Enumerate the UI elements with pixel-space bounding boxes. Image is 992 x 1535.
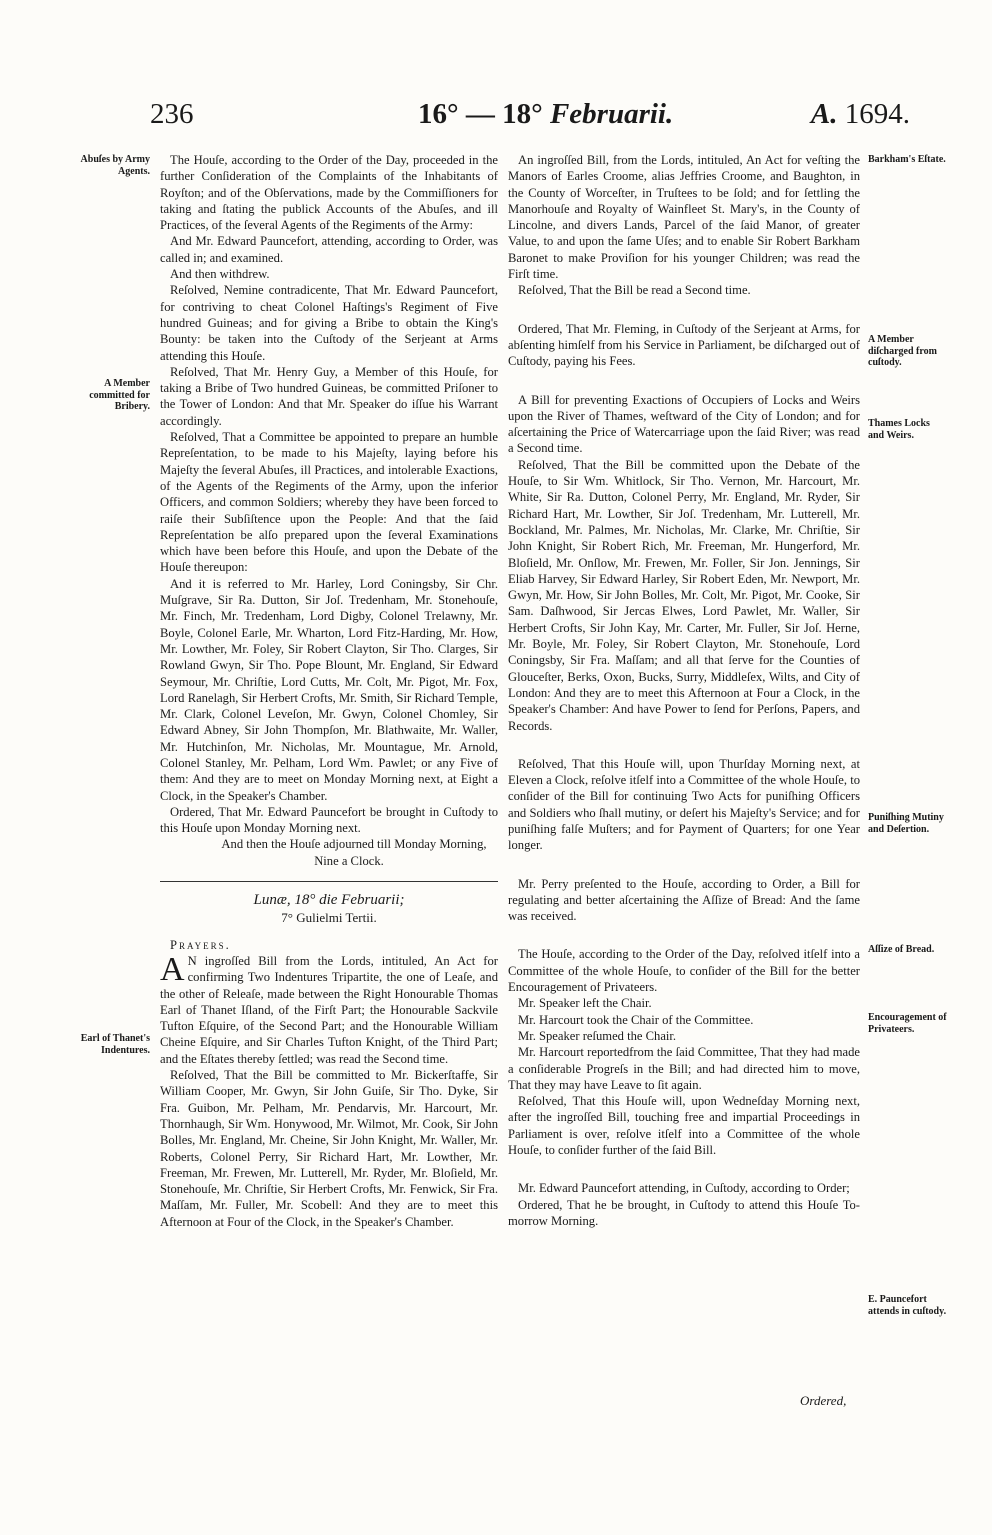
prayers-heading: Prayers. — [170, 937, 231, 952]
paragraph: Reſolved, That a Committee be appointed to prepare an humble Repreſentation, to be made to his Majeſty, laying before his Majeſty the ſeveral Abuſes, ill Practices, and intolerable Exactions, of the Agents of the Regiments of the Army, upon the inferior Officers, and common Soldiers; whereby they have been forced to raiſe their Subſiſtence upon the People: And that the ſaid Repreſentation be alſo prepared upon the ſeveral Examinations which have been before this Houſe, and upon the Debate of the Houſe thereupon: — [160, 430, 498, 575]
margin-note-pauncefort: E. Pauncefort attends in cuſtody. — [868, 1294, 947, 1317]
paragraph: Reſolved, That the Bill be committed to Mr. Bickerſtaffe, Sir William Cooper, Mr. Gwyn, Sir John Guiſe, Sir Tho. Dyke, Sir Fra. Guibon, Mr. Pelham, Mr. Pendarvis, Mr. Harcourt, Mr. Thornhaugh, Sir Wm. Honywood, Mr. Wilmot, Mr. Cook, Sir John Bolles, Mr. England, Mr. Cheine, Sir John Knight, Mr. Waller, Mr. Roberts, Colonel Perry, Sir Richard Hart, Mr. Lowther, Mr. Freeman, Mr. Frewen, Mr. Lutterell, Mr. Ryder, Mr. Bloſield, Mr. Stonehouſe, Mr. Chriſtie, Sir Herbert Crofts, Mr. Fenwick, Sir Fra. Maſſam, Mr. Fuller, Mr. Scobell: And they are to meet this Afternoon at Four of the Clock, in the Speaker's Chamber. — [160, 1068, 498, 1229]
margin-note-privateers: Encouragement of Privateers. — [868, 1012, 947, 1035]
margin-note-thames: Thames Locks and Weirs. — [868, 418, 930, 441]
paragraph: Reſolved, That this Houſe will, upon Thurſday Morning next, at Eleven a Clock, reſolve itſelf into a Committee of the whole Houſe, to conſider of the Bill for continuing Two Acts for puniſhing Officers and Soldiers who ſhall mutiny, or deſert his Majeſty's Service; and for puniſhing falſe Muſters; and for Payment of Quarters; for one Year longer. — [508, 756, 860, 853]
paragraph: Reſolved, Nemine contradicente, That Mr. Edward Pauncefort, for contriving to cheat Colonel Haſtings's Regiment of Five hundred Guineas; and for giving a Bribe to obtain the King's Bounty: be taken into the Cuſtody of the Serjeant at Arms attending this Houſe. — [160, 283, 498, 363]
paragraph: Reſolved, That this Houſe will, upon Wedneſday Morning next, after the ingroſſed Bill, touching free and impartial Proceedings in Parliament is over, reſolve itſelf into a Committee of the whole Houſe, to conſider further of the ſaid Bill. — [508, 1094, 860, 1158]
paragraph: Reſolved, That the Bill be committed upon the Debate of the Houſe, to Sir Wm. Whitlock, Sir Tho. Vernon, Mr. Harcourt, Mr. White, Sir Ra. Dutton, Colonel Perry, Mr. England, Mr. Ryder, Sir Richard Hart, Mr. Lowther, Sir Joſ. Tredenham, Mr. Lutterell, Mr. Bockland, Mr. Palmes, Mr. Nicholas, Mr. Clarke, Mr. Chriſtie, Sir John Knight, Sir Robert Rich, Mr. Freeman, Mr. Hungerford, Mr. Bloſield, Mr. Onſlow, Mr. Frewen, Mr. Foller, Sir Jon. Jennings, Sir Eliab Harvey, Sir Edward Harley, Sir Robert Eden, Mr. Newport, Mr. Gwyn, Mr. How, Sir John Bolles, Mr. Colt, Mr. Pigot, Mr. Cooke, Sir Sam. Daſhwood, Sir Jercas Elwes, Lord Pawlet, Mr. Waller, Sir Herbert Crofts, Sir John Kay, Mr. Carter, Mr. Fuller, Sir Joſ. Herne, Mr. Boyle, Mr. Foley, Sir Robert Clayton, Mr. Stonehouſe, Lord Coningsby, Sir Fra. Maſſam; and all that ſerve for the Counties of Glouceſter, Berks, Oxon, Bucks, Surry, Middleſex, Wilts, and City of London: And they are to meet this Afternoon at Four a Clock, in the Speaker's Chamber: And have Power to ſend for Perſons, Papers, and Records. — [508, 457, 860, 733]
header-date-month: Februarii. — [549, 98, 674, 130]
section-divider — [160, 881, 498, 882]
day-subtitle: 7° Gulielmi Tertii. — [281, 910, 377, 926]
paragraph: The Houſe, according to the Order of the Day, reſolved itſelf into a Committee of the whole Houſe, to conſider of the Bill for the better Encouragement of Privateers. — [508, 947, 860, 995]
paragraph-dropcap — [160, 950, 498, 1067]
paragraph: The Houſe, according to the Order of the Day, proceeded in the further Conſideration of the Complaints of the Inhabitants of Royſton; and of the Obſervations, made by the Commiſſioners for taking and ſtating the publick Accounts of the Abuſes, and ill Practices, of the ſeveral Agents of the Regiments of the Army: — [160, 153, 498, 233]
paragraph: A Bill for preventing Exactions of Occupiers of Locks and Weirs upon the River of Thames, weſtward of the City of London; and for aſcertaining the Price of Watercarriage upon the ſaid River; was read a Second time. — [508, 392, 860, 456]
header-year-value: 1694. — [844, 98, 910, 130]
paragraph: Ordered, That Mr. Edward Pauncefort be brought in Cuſtody to this Houſe upon Monday Morning next. — [160, 804, 498, 836]
paragraph: And it is referred to Mr. Harley, Lord Coningsby, Sir Chr. Muſgrave, Sir Ra. Dutton, Sir Joſ. Tredenham, Mr. Stonehouſe, Mr. Finch, Mr. Tredenham, Lord Digby, Colonel Trelawny, Mr. Boyle, Colonel Earle, Mr. Wharton, Lord Fitz-Harding, Mr. How, Mr. Lowther, Mr. Foley, Sir Robert Clayton, Sir Tho. Clarges, Sir Rowland Gwyn, Sir Tho. Pope Blount, Mr. England, Sir Edward Seymour, Mr. Chriſtie, Lord Cutts, Mr. Colt, Mr. Pigot, Mr. Fox, Lord Ranelagh, Sir Herbert Crofts, Mr. Smith, Sir Richard Temple, Mr. Clark, Colonel Leveſon, Mr. Gwyn, Colonel Chomley, Sir Edward Abney, Sir John Thompſon, Mr. Blathwaite, Mr. Waller, Mr. Hutchinſon, Mr. Nicholas, Mr. Mountague, Mr. Arnold, Colonel Stanley, Mr. Pelham, Lord Wm. Pawlet; or any Five of them: And they are to meet on Monday Morning next, at Eight a Clock, in the Speaker's Chamber. — [160, 576, 498, 803]
margin-note-mutiny: Puniſhing Mutiny and Deſertion. — [868, 812, 944, 835]
paragraph: Ordered, That he be brought, in Cuſtody to attend this Houſe To-morrow Morning. — [508, 1197, 860, 1228]
margin-note-member-bribery: A Member committed for Bribery. — [89, 378, 150, 412]
header-date — [418, 98, 673, 131]
paragraph: Mr. Speaker reſumed the Chair. — [518, 1028, 677, 1043]
paragraph: And then withdrew. — [170, 267, 270, 282]
margin-note-bread: Aſſize of Bread. — [868, 944, 935, 955]
paragraph: Mr. Harcourt took the Chair of the Committee. — [518, 1012, 754, 1027]
margin-note-thanet: Earl of Thanet's Indentures. — [80, 1033, 150, 1056]
paragraph-text: N ingroſſed Bill from the Lords, intituled, An Act for confirming Two Indentures Tripartite, the one of Leaſe, and the other of Releaſe, made between the Right Honourable Thomas Earl of Thanet Iſland, of the Firſt Part; the Honourable Sackvile Tufton Eſquire, of the Second Part; and the Honourable William Cheine Eſquire, and Sir Charles Tufton Knight, of the Third Part; and the Eſtates thereby ſettled; was read the Second time. — [160, 953, 498, 1066]
margin-note-barkham: Barkham's Eſtate. — [868, 154, 946, 165]
catchword: Ordered, — [800, 1393, 847, 1408]
adjournment: And then the Houſe adjourned till Monday Morning, Nine a Clock. — [221, 837, 487, 868]
paragraph: Mr. Edward Pauncefort attending, in Cuſtody, according to Order; — [518, 1181, 850, 1196]
header-year-prefix: A. — [810, 98, 838, 130]
margin-note-abuses: Abuſes by Army Agents. — [80, 154, 150, 177]
paragraph: Mr. Perry preſented to the Houſe, according to Order, a Bill for regulating and better aſcertaining the Aſſize of Bread: And the ſame was received. — [508, 876, 860, 924]
page-header — [150, 98, 910, 142]
header-date-days: 16° — 18° — [418, 98, 543, 130]
drop-cap: A — [160, 950, 185, 988]
paragraph: And Mr. Edward Pauncefort, attending, according to Order, was called in; and examined. — [160, 234, 498, 265]
paragraph: An ingroſſed Bill, from the Lords, intituled, An Act for veſting the Manors of Earles Croome, alias Jeffries Croome, and Baughton, in the County of Worceſter, in Truſtees to be ſold; and for ſettling the Manorhouſe and Royalty of Wainfleet St. Mary's, in the County of Lincolne, and divers Lands, Parcel of the ſaid Manor, of greater Value, to and upon the ſame Uſes; and to enable Sir Robert Barkham Baronet to make Proviſion for his younger Children; was read the Firſt time. — [508, 153, 860, 282]
paragraph: Mr. Speaker left the Chair. — [518, 996, 652, 1011]
paragraph: Reſolved, That the Bill be read a Second time. — [518, 283, 751, 298]
paragraph: Reſolved, That Mr. Henry Guy, a Member of this Houſe, for taking a Bribe of Two hundred Guineas, be committed Priſoner to the Tower of London: And that Mr. Speaker do iſſue his Warrant accordingly. — [160, 364, 498, 428]
paragraph: Ordered, That Mr. Fleming, in Cuſtody of the Serjeant at Arms, for abſenting himſelf from his Service in Parliament, be diſcharged out of Cuſtody, paying his Fees. — [508, 321, 860, 369]
page-number: 236 — [150, 98, 194, 130]
day-title: Lunæ, 18° die Februarii; — [253, 892, 405, 909]
header-year — [811, 98, 910, 131]
paragraph: Mr. Harcourt reportedfrom the ſaid Committee, That they had made a conſiderable Progreſs in the Bill; and had directed him to move, That they may have Leave to ſit again. — [508, 1045, 860, 1092]
margin-note-member-discharged: A Member diſcharged from cuſtody. — [868, 334, 937, 368]
left-column — [160, 152, 498, 1230]
right-column — [508, 152, 860, 1229]
